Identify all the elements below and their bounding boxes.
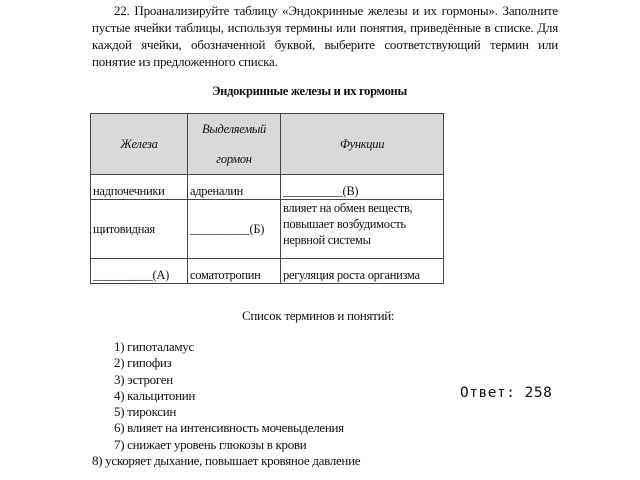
header-hormone (188, 114, 281, 175)
list-item: 3) эстроген (114, 371, 173, 387)
terms-title: Список терминов и понятий: (242, 308, 395, 323)
list-item: 7) снижает уровень глюкозы в крови (114, 436, 307, 452)
list-item: 5) тироксин (114, 404, 177, 420)
answer-text: Ответ: 258 (460, 385, 553, 401)
cell-gland-blank-a: __________(А) (91, 259, 188, 284)
table-row (91, 175, 444, 200)
cell-function: влияет на обмен веществ, повышает возбудимость нервной системы (281, 200, 444, 259)
cell-gland: надпочечники (91, 175, 188, 200)
cell-hormone: адреналин (188, 175, 281, 200)
table-row (91, 200, 444, 259)
list-item: 8) ускоряет дыхание, повышает кровяное давление (92, 453, 361, 469)
list-item: 2) гипофиз (114, 355, 172, 371)
header-hormone-line1: Выделяемый (201, 122, 266, 136)
list-item: 1) гипоталамус (114, 339, 194, 354)
table-header-row (91, 114, 444, 175)
header-hormone-line2: гормон (216, 152, 252, 166)
table-row (91, 259, 444, 284)
list-item: 4) кальцитонин (114, 387, 196, 403)
cell-hormone: соматотропин (188, 259, 281, 284)
glands-table (90, 113, 444, 284)
cell-hormone-blank-b: __________(Б) (188, 200, 281, 259)
cell-function: регуляция роста организма (281, 259, 444, 284)
task-text: 22. Проанализируйте таблицу «Эндокринные железы и их гормоны». Заполните пустые ячейки таблицы, используя термины или понятия, приведённые в списке. Для каждой ячейки, обозначенной буквой, выберите соответствующий термин или понятие из предложенного списка. (92, 3, 558, 69)
cell-function-blank-v: __________(В) (281, 175, 444, 200)
cell-gland: щитовидная (91, 200, 188, 259)
header-gland: Железа (91, 114, 188, 175)
table-title: Эндокринные железы и их гормоны (212, 84, 407, 98)
list-item: 6) влияет на интенсивность мочевыделения (114, 420, 344, 436)
header-function: Функции (281, 114, 444, 175)
terms-list (92, 339, 360, 469)
